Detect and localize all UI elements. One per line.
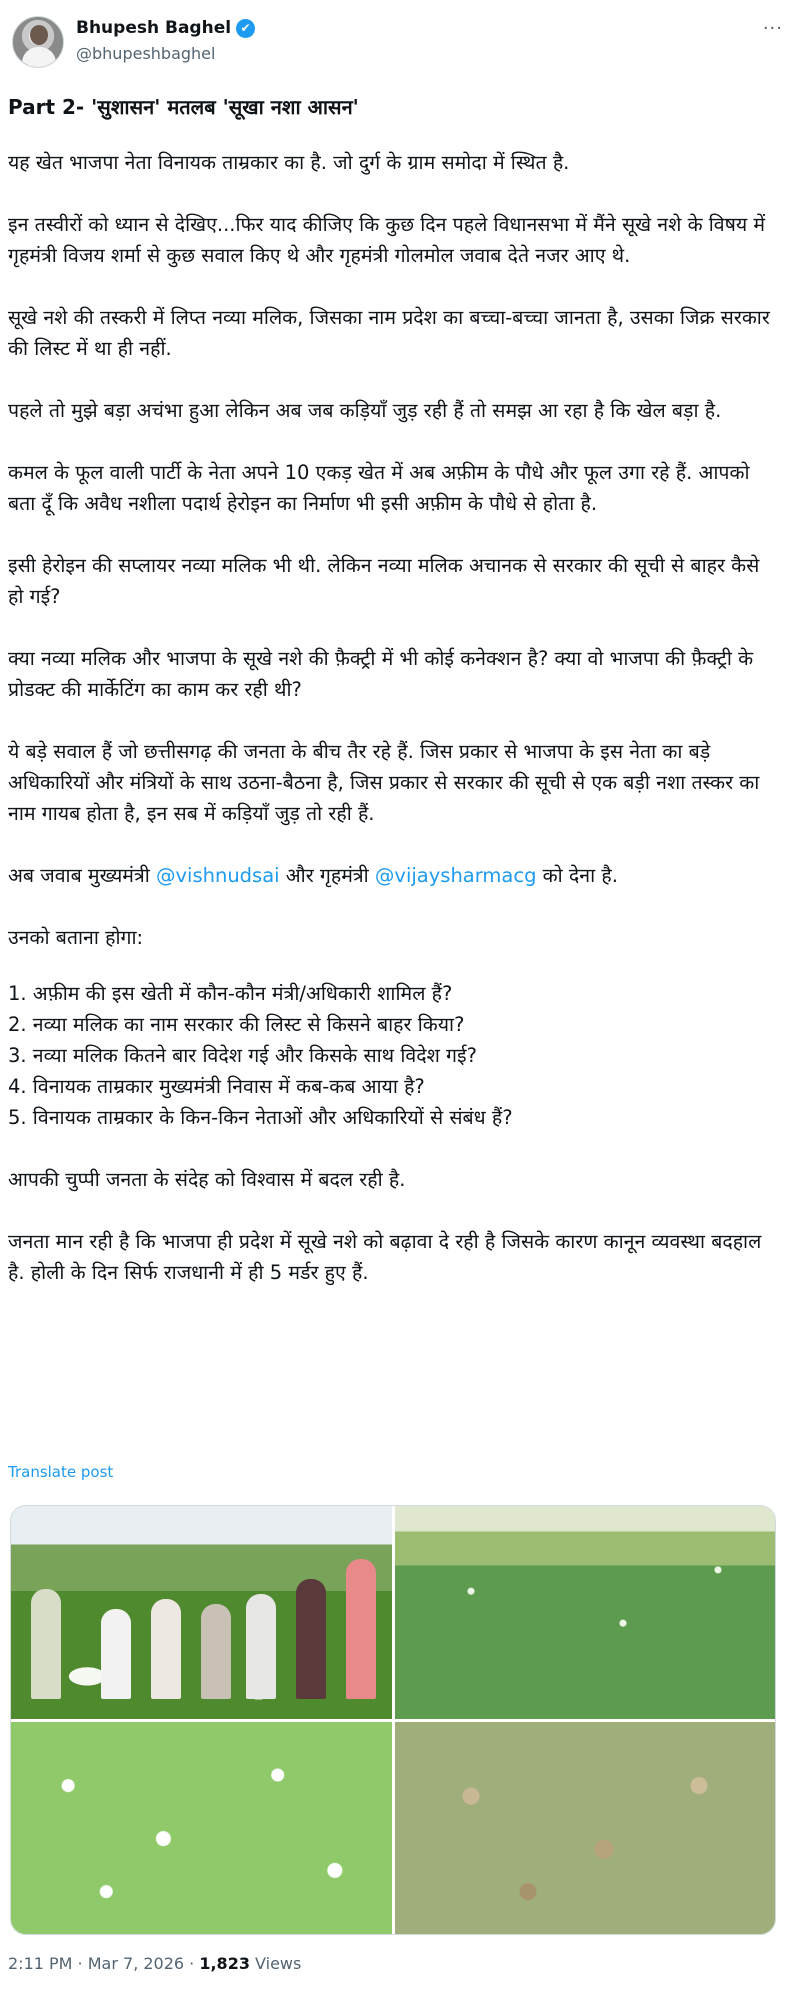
- person-shape: [151, 1599, 181, 1699]
- more-options-icon[interactable]: ···: [762, 18, 783, 39]
- list-item: 3. नव्या मलिक कितने बार विदेश गई और किसके साथ विदेश गई?: [8, 1044, 477, 1067]
- paragraph: ये बड़े सवाल हैं जो छत्तीसगढ़ की जनता के बीच तैर रहे हैं. जिस प्रकार से भाजपा के इस नेता का बड़े अधिकारियों और मंत्रियों के साथ उठना-बैठना है, जिस प्रकार से सरकार की सूची से एक बड़ी नशा तस्कर का नाम गायब होता है, इन सब में कड़ियाँ जुड़ तो रही हैं.: [8, 740, 760, 825]
- person-shape: [296, 1579, 326, 1699]
- person-shape: [201, 1604, 231, 1699]
- avatar[interactable]: [12, 16, 64, 68]
- mention-text-middle: और गृहमंत्री: [279, 864, 375, 887]
- paragraph: कमल के फूल वाली पार्टी के नेता अपने 10 एकड़ खेत में अब अफ़ीम के पौधे और फूल उगा रहे हैं. आपको बता दूँ कि अवैध नशीला पदार्थ हेरोइन का निर्माण भी इसी अफ़ीम के पौधे से होता है.: [8, 461, 750, 515]
- questions-list: [8, 978, 778, 1133]
- mention-link-hm[interactable]: @vijaysharmacg: [374, 864, 537, 887]
- tweet-meta: [8, 1954, 301, 1973]
- list-intro: उनको बताना होगा:: [8, 926, 144, 949]
- list-item: 4. विनायक ताम्रकार मुख्यमंत्री निवास में कब-कब आया है?: [8, 1075, 425, 1098]
- translate-post-link[interactable]: Translate post: [8, 1463, 114, 1481]
- person-shape: [246, 1594, 276, 1699]
- person-shape: [31, 1589, 61, 1699]
- media-grid: [10, 1505, 776, 1935]
- author-display-name[interactable]: Bhupesh Baghel: [76, 18, 232, 38]
- list-item: 2. नव्या मलिक का नाम सरकार की लिस्ट से किसने बाहर किया?: [8, 1013, 465, 1036]
- photo-people-in-field[interactable]: [11, 1506, 392, 1719]
- photo-green-crop-field[interactable]: [395, 1506, 776, 1719]
- author-handle[interactable]: @bhupeshbaghel: [76, 44, 216, 63]
- paragraph: पहले तो मुझे बड़ा अचंभा हुआ लेकिन अब जब कड़ियाँ जुड़ रही हैं तो समझ आ रहा है कि खेल बड़ा है.: [8, 399, 722, 422]
- meta-separator: ·: [184, 1954, 200, 1973]
- author-name-row: [76, 18, 255, 38]
- person-shape: [346, 1559, 376, 1699]
- person-shape: [101, 1609, 131, 1699]
- views-label: Views: [249, 1954, 302, 1973]
- post-title: Part 2- 'सुशासन' मतलब 'सूखा नशा आसन': [8, 95, 359, 119]
- closing-paragraph: जनता मान रही है कि भाजपा ही प्रदेश में सूखे नशे को बढ़ावा दे रही है जिसके कारण कानून व्यवस्था बदहाल है. होली के दिन सिर्फ राजधानी में ही 5 मर्डर हुए हैं.: [8, 1230, 762, 1284]
- tweet-text: [8, 92, 778, 1319]
- post-date[interactable]: Mar 7, 2026: [87, 1954, 185, 1973]
- mention-text-after: को देना है.: [536, 864, 618, 887]
- mention-link-cm[interactable]: @vishnudsai: [155, 864, 280, 887]
- paragraph: इन तस्वीरों को ध्यान से देखिए...फिर याद कीजिए कि कुछ दिन पहले विधानसभा में मैंने सूखे नशे के विषय में गृहमंत्री विजय शर्मा से कुछ सवाल किए थे और गृहमंत्री गोलमोल जवाब देते नजर आए थे.: [8, 213, 766, 267]
- paragraph: क्या नव्या मलिक और भाजपा के सूखे नशे की फ़ैक्ट्री में भी कोई कनेक्शन है? क्या वो भाजपा की फ़ैक्ट्री के प्रोडक्ट की मार्केटिंग का काम कर रही थी?: [8, 647, 754, 701]
- mention-text-before: अब जवाब मुख्यमंत्री: [8, 864, 156, 887]
- avatar-head-shape: [30, 25, 48, 45]
- views-count: 1,823: [199, 1954, 250, 1973]
- closing-paragraph: आपकी चुप्पी जनता के संदेह को विश्वास में बदल रही है.: [8, 1168, 406, 1191]
- avatar-body-shape: [22, 47, 56, 68]
- meta-separator: ·: [72, 1954, 88, 1973]
- photo-poppy-pods[interactable]: [395, 1722, 776, 1935]
- post-time[interactable]: 2:11 PM: [8, 1954, 73, 1973]
- paragraph: इसी हेरोइन की सप्लायर नव्या मलिक भी थी. लेकिन नव्या मलिक अचानक से सरकार की सूची से बाहर कैसे हो गई?: [8, 554, 760, 608]
- photo-white-flowers[interactable]: [11, 1722, 392, 1935]
- list-item: 1. अफ़ीम की इस खेती में कौन-कौन मंत्री/अधिकारी शामिल हैं?: [8, 982, 453, 1005]
- verified-badge-icon: ✔: [236, 19, 255, 38]
- tweet-header: [8, 12, 789, 72]
- paragraph: यह खेत भाजपा नेता विनायक ताम्रकार का है. जो दुर्ग के ग्राम समोदा में स्थित है.: [8, 151, 570, 174]
- list-item: 5. विनायक ताम्रकार के किन-किन नेताओं और अधिकारियों से संबंध हैं?: [8, 1106, 513, 1129]
- mention-paragraph: [8, 860, 778, 891]
- paragraph: सूखे नशे की तस्करी में लिप्त नव्या मलिक, जिसका नाम प्रदेश का बच्चा-बच्चा जानता है, उसका जिक्र सरकार की लिस्ट में था ही नहीं.: [8, 306, 770, 360]
